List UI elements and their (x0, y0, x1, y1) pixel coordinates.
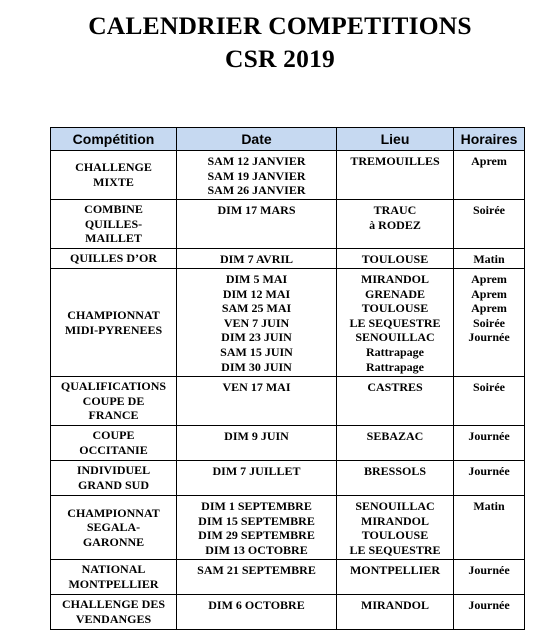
date-line: DIM 23 JUIN (221, 330, 292, 345)
horaires-cell (454, 560, 525, 595)
date-cell (177, 461, 337, 496)
date-cell (177, 151, 337, 200)
table-row (51, 426, 525, 461)
horaires-cell (454, 377, 525, 426)
competition-cell (51, 496, 177, 560)
horaires-line: Aprem (471, 301, 507, 316)
date-cell (177, 426, 337, 461)
date-line: DIM 29 SEPTEMBRE (198, 528, 315, 543)
horaires-cell (454, 595, 525, 630)
horaires-cell (454, 461, 525, 496)
competition-cell (51, 200, 177, 249)
horaires-line: Journée (468, 598, 510, 612)
lieu-cell (337, 249, 454, 269)
date-line: DIM 13 OCTOBRE (205, 542, 308, 557)
competition-cell (51, 560, 177, 595)
competition-line: CHALLENGE (75, 160, 152, 175)
horaires-line: Soirée (473, 315, 505, 330)
date-cell (177, 249, 337, 269)
horaires-cell (454, 426, 525, 461)
competition-line: CHALLENGE DES (61, 597, 166, 612)
horaires-line: Soirée (473, 380, 505, 394)
date-line: SAM 15 JUIN (220, 344, 293, 359)
competition-line: GARONNE (82, 534, 145, 549)
competition-line: MAILLET (85, 231, 142, 246)
lieu-line: TRAUC (373, 203, 417, 217)
lieu-cell (337, 200, 454, 249)
competition-line: QUILLES D’OR (69, 251, 158, 266)
date-cell (177, 595, 337, 630)
date-line: DIM 6 OCTOBRE (208, 598, 305, 612)
horaires-cell (454, 151, 525, 200)
table-row (51, 496, 525, 560)
date-cell (177, 200, 337, 249)
competition-cell (51, 249, 177, 269)
competition-line: COUPE (92, 428, 135, 443)
date-line: VEN 7 JUIN (223, 315, 290, 330)
competition-line: COMBINE (84, 202, 143, 217)
date-line: SAM 21 SEPTEMBRE (197, 563, 316, 577)
date-cell (177, 496, 337, 560)
competition-calendar-table (50, 127, 525, 630)
competition-line: VENDANGES (75, 612, 152, 626)
competition-line: QUALIFICATIONS (60, 379, 167, 394)
lieu-line: SENOUILLAC (355, 499, 435, 513)
lieu-line: MIRANDOL (361, 272, 429, 286)
horaires-line: Aprem (471, 286, 507, 301)
competition-cell (51, 461, 177, 496)
date-line: SAM 19 JANVIER (207, 168, 306, 183)
lieu-cell (337, 461, 454, 496)
date-line: DIM 12 MAI (222, 286, 291, 301)
date-line: DIM 15 SEPTEMBRE (198, 513, 315, 528)
competition-line: SEGALA- (86, 520, 141, 535)
date-line: SAM 25 MAI (221, 301, 292, 316)
competition-line: CHAMPIONNAT (67, 307, 160, 322)
header-horaires: Horaires (454, 128, 525, 151)
header-lieu: Lieu (337, 128, 454, 151)
horaires-line: Journée (468, 330, 510, 345)
lieu-line: LE SEQUESTRE (349, 542, 441, 557)
horaires-line: Journée (468, 563, 510, 577)
horaires-cell (454, 249, 525, 269)
lieu-line: CASTRES (367, 380, 423, 394)
date-line: SAM 12 JANVIER (207, 154, 306, 168)
page-title-line1: CALENDRIER COMPETITIONS (88, 11, 472, 40)
table-row (51, 461, 525, 496)
date-cell (177, 269, 337, 377)
date-line: DIM 17 MARS (217, 203, 296, 217)
competition-cell (51, 269, 177, 377)
table-row (51, 200, 525, 249)
competition-line: FRANCE (88, 408, 139, 423)
competition-cell (51, 151, 177, 200)
competition-line: MIXTE (93, 175, 134, 189)
competition-line: GRAND SUD (77, 478, 149, 492)
lieu-line: TOULOUSE (361, 252, 429, 266)
lieu-cell (337, 496, 454, 560)
header-competition: Compétition (51, 128, 177, 151)
horaires-cell (454, 269, 525, 377)
lieu-cell (337, 426, 454, 461)
date-line: DIM 7 JUILLET (212, 464, 301, 478)
lieu-cell (337, 377, 454, 426)
date-line: DIM 9 JUIN (224, 429, 289, 443)
table-body (51, 151, 525, 630)
lieu-line: TOULOUSE (361, 301, 429, 316)
lieu-line: BRESSOLS (363, 464, 427, 478)
horaires-line: Aprem (471, 272, 507, 286)
table-header-row (51, 128, 525, 151)
horaires-line: Journée (468, 464, 510, 478)
competition-line: CHAMPIONNAT (67, 505, 160, 520)
table-row (51, 595, 525, 630)
table-row (51, 560, 525, 595)
table-row (51, 249, 525, 269)
header-date: Date (177, 128, 337, 151)
competition-cell (51, 426, 177, 461)
lieu-line: GRENADE (364, 286, 425, 301)
lieu-line: à RODEZ (369, 217, 421, 232)
competition-line: COUPE DE (82, 393, 145, 408)
date-line: DIM 5 MAI (225, 272, 288, 286)
lieu-line: Rattrapage (366, 359, 424, 374)
date-line: VEN 17 MAI (222, 380, 291, 394)
date-line: SAM 26 JANVIER (207, 183, 306, 198)
competition-line: QUILLES- (84, 216, 143, 231)
horaires-cell (454, 200, 525, 249)
lieu-line: Rattrapage (366, 344, 424, 359)
table-row (51, 269, 525, 377)
competition-line: MONTPELLIER (68, 577, 159, 591)
date-line: DIM 30 JUIN (221, 359, 292, 374)
date-line: DIM 1 SEPTEMBRE (201, 499, 312, 513)
horaires-line: Matin (473, 499, 505, 513)
date-cell (177, 377, 337, 426)
competition-cell (51, 595, 177, 630)
date-line: DIM 7 AVRIL (219, 252, 294, 266)
date-cell (177, 560, 337, 595)
table-row (51, 151, 525, 200)
table-row (51, 377, 525, 426)
horaires-line: Journée (468, 429, 510, 443)
competition-line: MIDI-PYRENEES (64, 322, 163, 337)
horaires-line: Soirée (473, 203, 505, 217)
horaires-line: Matin (473, 252, 505, 266)
lieu-cell (337, 595, 454, 630)
lieu-line: SEBAZAC (366, 429, 424, 443)
lieu-cell (337, 151, 454, 200)
horaires-line: Aprem (471, 154, 507, 168)
competition-line: NATIONAL (81, 562, 146, 577)
lieu-cell (337, 269, 454, 377)
lieu-line: MONTPELLIER (349, 563, 440, 577)
lieu-line: TOULOUSE (361, 528, 429, 543)
competition-cell (51, 377, 177, 426)
lieu-line: SENOUILLAC (355, 330, 435, 345)
horaires-cell (454, 496, 525, 560)
lieu-line: MIRANDOL (361, 513, 429, 528)
lieu-cell (337, 560, 454, 595)
lieu-line: TREMOUILLES (350, 154, 440, 168)
competition-line: INDIVIDUEL (76, 463, 151, 478)
lieu-line: LE SEQUESTRE (349, 315, 441, 330)
competition-line: OCCITANIE (79, 443, 148, 457)
page-title-line2: CSR 2019 (225, 44, 335, 73)
lieu-line: MIRANDOL (361, 598, 429, 612)
